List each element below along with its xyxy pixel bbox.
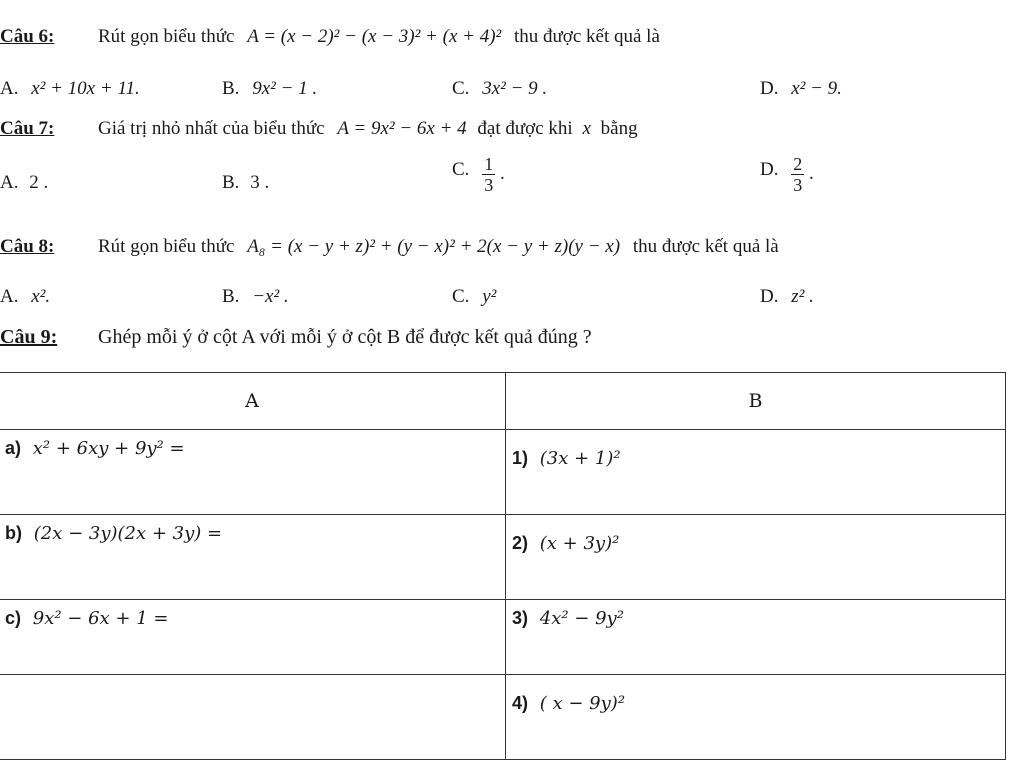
row-label: a) (5, 438, 22, 458)
question-9-label: Câu 9: (0, 326, 58, 348)
question-8-option-c[interactable] (452, 286, 496, 308)
option-value: 3 . (250, 172, 270, 193)
fraction (791, 154, 804, 195)
row-expression: (3x + 1)² (539, 448, 621, 469)
option-value: y² (482, 286, 497, 307)
question-8-expression: A₈ = (x − y + z)² + (y − x)² + 2(x − y + z)(y − x) (247, 236, 621, 257)
question-7-option-c[interactable] (452, 154, 505, 195)
column-a-cell (0, 675, 506, 760)
row-label: 4) (512, 693, 529, 713)
column-b-cell (506, 430, 1006, 515)
question-7-option-a[interactable] (0, 172, 48, 194)
table-row (0, 675, 1006, 760)
column-a-cell (0, 430, 506, 515)
fraction-numerator: 1 (484, 154, 494, 174)
question-6-option-c[interactable] (452, 78, 547, 100)
column-a-cell (0, 515, 506, 600)
row-expression: (x + 3y)² (539, 533, 620, 554)
row-label: 1) (512, 448, 529, 468)
question-8-prefix: Rút gọn biểu thức (98, 236, 235, 257)
column-b-cell (506, 515, 1006, 600)
question-6-expression: A = (x − 2)² − (x − 3)² + (x + 4)² (247, 26, 502, 47)
option-letter: D. (760, 78, 779, 99)
question-7-option-b[interactable] (222, 172, 269, 194)
option-letter: D. (760, 158, 779, 180)
row-label: 3) (512, 608, 529, 628)
question-6-suffix: thu được kết quả là (513, 26, 660, 47)
question-7-suffix: đạt được khi (477, 118, 573, 139)
question-8-option-b[interactable] (222, 286, 289, 308)
option-value: −x² . (252, 286, 289, 307)
option-value: x² − 9. (791, 78, 842, 99)
row-expression: x² + 6xy + 9y² = (32, 438, 185, 459)
question-8-text (98, 236, 779, 258)
option-value: x² + 10x + 11. (31, 78, 140, 99)
option-letter: A. (0, 172, 19, 193)
question-9-text: Ghép mỗi ý ở cột A với mỗi ý ở cột B để được kết quả đúng ? (98, 326, 592, 348)
question-6-prefix: Rút gọn biểu thức (98, 26, 235, 47)
fraction-numerator: 2 (793, 154, 803, 174)
table-row (0, 430, 1006, 515)
row-label: b) (5, 523, 22, 543)
question-7-text (98, 118, 638, 140)
question-8-label: Câu 8: (0, 236, 55, 257)
option-letter: B. (222, 172, 240, 193)
question-7-expression: A = 9x² − 6x + 4 (337, 118, 467, 139)
option-letter: A. (0, 78, 19, 99)
question-8-option-a[interactable] (0, 286, 50, 308)
option-value: 9x² − 1 . (252, 78, 318, 99)
column-a-cell (0, 600, 506, 675)
fraction-denominator: 3 (793, 175, 803, 195)
row-label: 2) (512, 533, 529, 553)
table-row (0, 600, 1006, 675)
question-7-option-d[interactable] (760, 154, 814, 195)
question-8-suffix: thu được kết quả là (632, 236, 779, 257)
option-letter: C. (452, 78, 470, 99)
row-label: c) (5, 608, 22, 628)
option-letter: A. (0, 286, 19, 307)
question-6-label: Câu 6: (0, 26, 55, 47)
question-7-variable: x (582, 118, 591, 139)
table-header-row (0, 373, 1006, 430)
question-6-option-b[interactable] (222, 78, 317, 100)
question-8-option-d[interactable] (760, 286, 814, 308)
option-value: 2 . (29, 172, 49, 193)
row-expression: ( x − 9y)² (539, 693, 626, 714)
table-row (0, 515, 1006, 600)
row-expression: (2x − 3y)(2x + 3y) = (33, 523, 223, 544)
matching-table (0, 372, 1006, 760)
question-7-prefix: Giá trị nhỏ nhất của biểu thức (98, 118, 325, 139)
column-a-header: A (0, 373, 506, 430)
option-letter: C. (452, 286, 470, 307)
option-letter: B. (222, 286, 240, 307)
option-suffix: . (499, 162, 505, 184)
fraction (482, 154, 495, 195)
question-6-option-d[interactable] (760, 78, 842, 100)
option-letter: C. (452, 158, 470, 180)
column-b-cell (506, 600, 1006, 675)
question-6-option-a[interactable] (0, 78, 140, 100)
row-expression: 4x² − 9y² (539, 608, 624, 629)
question-6-text (98, 26, 660, 48)
fraction-denominator: 3 (484, 175, 494, 195)
option-value: z² . (791, 286, 814, 307)
option-letter: D. (760, 286, 779, 307)
option-value: 3x² − 9 . (482, 78, 548, 99)
option-letter: B. (222, 78, 240, 99)
column-b-header: B (506, 373, 1006, 430)
row-expression: 9x² − 6x + 1 = (32, 608, 169, 629)
option-suffix: . (808, 162, 814, 184)
question-7-label: Câu 7: (0, 118, 55, 139)
option-value: x². (31, 286, 51, 307)
column-b-cell (506, 675, 1006, 760)
question-7-end: bằng (600, 118, 638, 139)
